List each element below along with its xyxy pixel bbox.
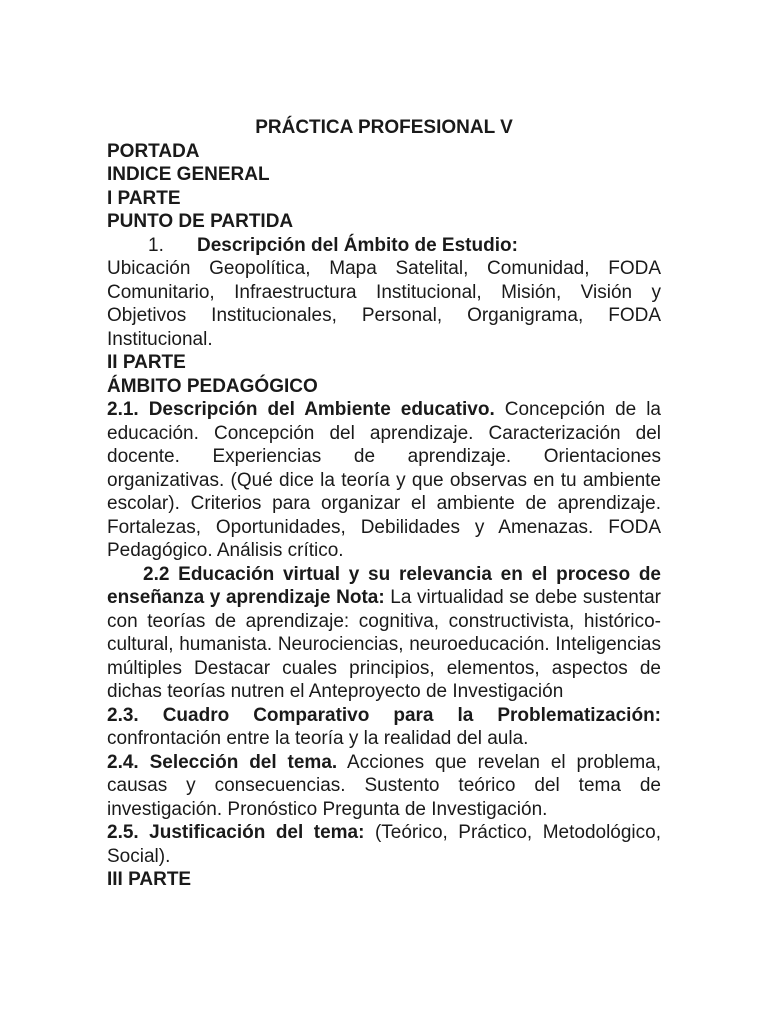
item-2-4-title: 2.4. Selección del tema. (107, 751, 338, 773)
heading-ii-parte: II PARTE (107, 352, 186, 373)
heading-iii-parte: III PARTE (107, 869, 192, 890)
document-title: PRÁCTICA PROFESIONAL V (255, 117, 513, 138)
item-2-3-body: confrontación entre la teoría y la realidad del aula. (107, 728, 529, 749)
item-2-5-title: 2.5. Justificación del tema: (107, 822, 365, 843)
item-2-1-paragraph (107, 398, 661, 563)
item-1-heading (107, 234, 661, 258)
item-2-2-paragraph (107, 563, 661, 704)
item-2-1-body: Concepción de la educación. Concepción del aprendizaje. Caracterización del docente. Experiencias de aprendizaje. Orientaciones organizativas. (Qué dice la teoría y que observas en tu ambiente escolar). Criterios para organizar el ambiente de aprendizaje. Fortalezas, Oportunidades, Debilidades y Amenazas. FODA Pedagógico. Análisis crítico. (107, 399, 661, 561)
heading-portada: PORTADA (107, 140, 200, 162)
item-2-1-title: 2.1. Descripción del Ambiente educativo. (107, 399, 495, 420)
item-2-5-body: (Teórico, Práctico, Metodológico, Social). (107, 822, 661, 867)
item-2-3-title: 2.3. Cuadro Comparativo para la Problematización: (107, 704, 661, 726)
item-2-4-body: Acciones que revelan el problema, causas y consecuencias. Sustento teórico del tema de investigación. Pronóstico Pregunta de Investigación. (107, 751, 662, 820)
item-1-title: Descripción del Ámbito de Estudio: (197, 234, 518, 256)
item-2-4-paragraph (107, 751, 661, 822)
item-2-2-body: La virtualidad se debe sustentar con teorías de aprendizaje: cognitiva, constructivista, histórico-cultural, humanista. Neurociencias, neuroeducación. Inteligencias múltiples Destacar cuales principios, elementos, aspectos de dichas teorías nutren el Anteproyecto de Investigación (107, 587, 661, 702)
document-page (107, 116, 661, 892)
heading-ambito-pedagogico: ÁMBITO PEDAGÓGICO (107, 375, 318, 397)
heading-punto-de-partida: PUNTO DE PARTIDA (107, 211, 294, 232)
heading-indice-general: INDICE GENERAL (107, 164, 270, 185)
item-2-5-paragraph (107, 821, 661, 868)
heading-i-parte: I PARTE (107, 187, 181, 209)
item-2-2-title: 2.2 Educación virtual y su relevancia en el proceso de enseñanza y aprendizaje Nota: (107, 563, 661, 608)
item-1-body: Ubicación Geopolítica, Mapa Satelital, Comunidad, FODA Comunitario, Infraestructura Institucional, Misión, Visión y Objetivos Institucionales, Personal, Organigrama, FODA Institucional. (107, 258, 661, 350)
item-2-3-paragraph (107, 704, 661, 751)
item-1-number: 1. (148, 234, 164, 256)
